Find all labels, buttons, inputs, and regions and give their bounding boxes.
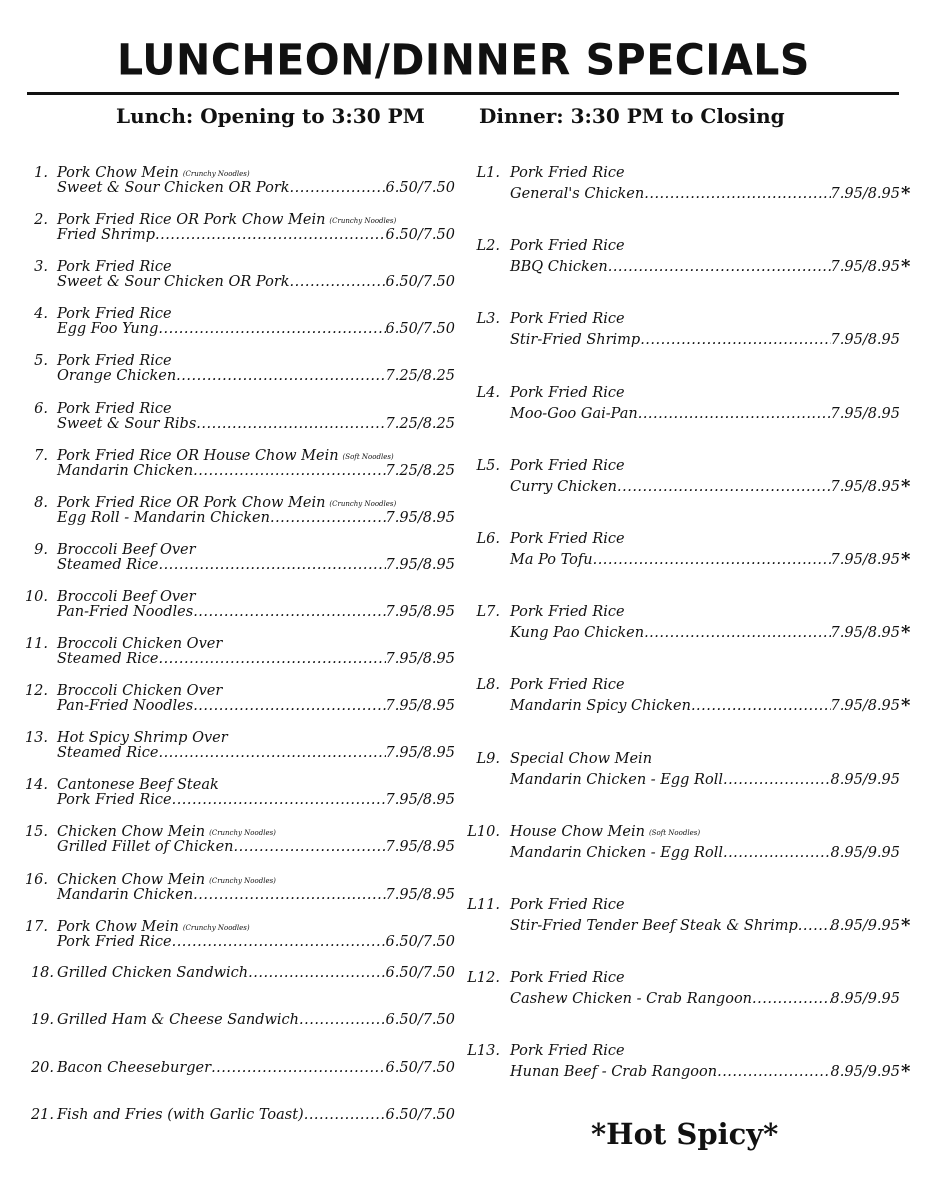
menu-item: [0, 604, 927, 644]
menu-item: [0, 385, 927, 425]
item-number: 9.: [34, 541, 48, 558]
menu-item: [0, 495, 927, 535]
dot-leader: [691, 698, 831, 714]
item-first-line: [510, 385, 625, 401]
item-second-line: [510, 475, 912, 497]
item-number: 1.: [34, 165, 48, 181]
item-entree: Mandarin Chicken: [57, 886, 194, 903]
dot-leader: [638, 406, 831, 422]
item-name: House Chow Mein: [510, 823, 645, 840]
item-entree: General's Chicken: [510, 186, 645, 202]
menu-item: [0, 1107, 927, 1127]
item-number: L4.: [476, 384, 500, 401]
item-entree: Grilled Fillet of Chicken: [57, 839, 234, 856]
item-first-line: [510, 677, 625, 693]
menu-item: [0, 824, 927, 864]
dot-leader: [172, 792, 386, 808]
menu-item: [0, 531, 927, 571]
item-number: L7.: [476, 604, 500, 621]
item-price: 7.95/8.95: [385, 839, 455, 856]
item-number: 16.: [24, 871, 48, 888]
hot-spicy-star-icon: [901, 332, 912, 348]
item-name: Pork Fried Rice: [510, 897, 625, 913]
item-number: L5.: [476, 457, 500, 474]
item-number: L3.: [476, 311, 500, 328]
item-price: 7.95/8.95: [830, 186, 900, 202]
item-price: 7.95/8.95: [830, 478, 900, 495]
item-price: 8.95/9.95: [830, 1064, 900, 1081]
item-note: (Crunchy Noodles): [209, 876, 276, 885]
page-title: LUNCHEON/DINNER SPECIALS: [117, 34, 810, 86]
item-price: 7.95/8.95: [385, 698, 455, 715]
item-name: Broccoli Chicken Over: [57, 636, 223, 652]
hot-spicy-star-icon: *: [901, 695, 911, 717]
item-entree: Egg Foo Yung: [57, 321, 159, 338]
item-number: 8.: [34, 494, 48, 511]
item-first-line: [510, 604, 625, 620]
hot-spicy-star-icon: *: [901, 622, 911, 644]
hot-spicy-star-icon: [901, 406, 912, 422]
item-price: 6.50/7.50: [385, 1012, 455, 1029]
item-price: 7.25/8.25: [385, 368, 455, 385]
item-number: 19.: [30, 1012, 54, 1029]
item-price: 7.95/8.95: [830, 259, 900, 276]
item-number: L2.: [476, 238, 500, 255]
item-price: 6.50/7.50: [385, 180, 455, 196]
item-entree: Cashew Chicken - Crab Rangoon: [510, 991, 753, 1008]
item-entree: Pork Fried Rice: [57, 933, 172, 950]
item-entree: Orange Chicken: [57, 368, 177, 385]
item-second-line: [57, 651, 455, 667]
hot-spicy-star-icon: *: [901, 549, 911, 570]
item-number: 4.: [34, 306, 48, 323]
item-price: 7.95/8.95: [830, 552, 900, 568]
menu-item: [0, 311, 927, 351]
item-name: Chicken Chow Mein: [57, 824, 206, 841]
dot-leader: [158, 651, 385, 667]
item-name: Pork Fried Rice: [510, 311, 625, 328]
dot-leader: [608, 259, 831, 275]
item-entree: Egg Roll - Mandarin Chicken: [57, 509, 270, 526]
item-number: L1.: [476, 165, 500, 181]
item-name: Pork Fried Rice: [57, 259, 172, 276]
item-number: 2.: [34, 212, 48, 229]
item-entree: Stir-Fried Tender Beef Steak & Shrimp: [510, 918, 798, 934]
item-name: Pork Fried Rice OR Pork Chow Mein: [57, 212, 326, 229]
item-name: Grilled Ham & Cheese Sandwich: [57, 1012, 299, 1029]
item-note: (Crunchy Noodles): [182, 170, 250, 178]
item-price: 8.95/9.95: [830, 918, 900, 934]
menu-item: [0, 165, 927, 205]
item-note: (Soft Noodles): [342, 452, 394, 461]
item-number: L9.: [476, 750, 500, 767]
item-first-line: [510, 751, 652, 767]
item-number: 15.: [24, 824, 48, 841]
item-name: Broccoli Beef Over: [57, 588, 196, 605]
item-number: 17.: [24, 918, 48, 935]
item-second-line: [510, 695, 912, 717]
item-number: L13.: [467, 1043, 500, 1060]
item-price: 6.50/7.50: [385, 965, 455, 981]
hot-spicy-star-icon: [901, 991, 912, 1007]
item-price: 7.95/8.95: [830, 405, 900, 422]
item-entree: Sweet & Sour Chicken OR Pork: [57, 274, 290, 291]
item-first-line: [510, 897, 625, 913]
dot-leader: [593, 552, 831, 568]
item-price: 7.95/8.95: [385, 509, 455, 526]
item-second-line: [57, 510, 455, 526]
item-entree: Ma Po Tofu: [510, 552, 593, 568]
item-first-line: [510, 1043, 625, 1059]
item-name: Bacon Cheeseburger: [57, 1059, 212, 1076]
item-line: [57, 1107, 455, 1123]
item-price: 7.95/8.95: [385, 651, 455, 667]
hot-spicy-legend: *Hot Spicy*: [591, 1117, 779, 1151]
dot-leader: [270, 510, 386, 526]
item-name: Pork Fried Rice: [510, 970, 625, 987]
item-entree: Kung Pao Chicken: [510, 625, 645, 642]
menu-item: [0, 1012, 927, 1032]
item-price: 7.95/8.95: [385, 792, 455, 809]
dinner-hours: Dinner: 3:30 PM to Closing: [479, 104, 785, 128]
item-second-line: [510, 332, 912, 348]
item-note: (Crunchy Noodles): [182, 923, 250, 932]
menu-item: [0, 897, 927, 937]
dot-leader: [717, 1064, 830, 1080]
item-name: Pork Fried Rice: [510, 457, 625, 474]
item-entree: Mandarin Chicken - Egg Roll: [510, 771, 723, 788]
item-second-line: [510, 256, 912, 278]
item-name: Grilled Chicken Sandwich: [57, 965, 249, 981]
item-first-line: [510, 458, 625, 474]
item-price: 6.50/7.50: [385, 321, 455, 338]
item-name: Broccoli Beef Over: [57, 541, 196, 558]
item-price: 7.95/8.95: [830, 625, 900, 642]
item-number: L11.: [467, 897, 500, 913]
hot-spicy-star-icon: [901, 772, 912, 788]
item-name: Fish and Fries (with Garlic Toast): [57, 1106, 304, 1123]
item-price: 6.50/7.50: [385, 274, 455, 291]
item-entree: Curry Chicken: [510, 478, 617, 495]
menu-item: [0, 677, 927, 717]
item-price: 8.95/9.95: [830, 844, 900, 861]
item-first-line: [510, 824, 700, 841]
dot-leader: [723, 845, 831, 861]
item-note: (Soft Noodles): [648, 828, 701, 837]
item-price: 7.95/8.95: [385, 603, 455, 620]
item-first-line: [510, 165, 625, 181]
item-entree: Mandarin Spicy Chicken: [510, 698, 691, 715]
item-price: 6.50/7.50: [385, 1106, 455, 1123]
item-second-line: [510, 1061, 912, 1083]
item-number: 10.: [24, 588, 48, 605]
item-second-line: [510, 622, 912, 644]
item-name: Hot Spicy Shrimp Over: [57, 730, 228, 747]
item-number: 3.: [34, 259, 48, 276]
item-first-line: [510, 531, 625, 547]
item-name: Pork Fried Rice OR House Chow Mein: [57, 447, 339, 464]
item-name: Pork Fried Rice: [510, 604, 625, 621]
item-entree: Sweet & Sour Ribs: [57, 415, 197, 432]
hot-spicy-star-icon: *: [901, 1061, 911, 1083]
item-number: 21.: [30, 1106, 54, 1123]
item-price: 6.50/7.50: [385, 1059, 455, 1076]
item-name: Pork Fried Rice: [510, 238, 625, 255]
item-name: Pork Fried Rice: [57, 306, 172, 323]
item-first-line: [510, 970, 625, 986]
hot-spicy-star-icon: *: [901, 256, 911, 278]
dot-leader: [617, 479, 831, 495]
item-second-line: [510, 549, 912, 570]
item-number: L6.: [476, 531, 500, 547]
menu-item: [0, 1043, 927, 1083]
item-entree: Mandarin Chicken - Egg Roll: [510, 844, 723, 861]
item-number: 5.: [34, 353, 48, 370]
item-name: Pork Fried Rice: [510, 1043, 625, 1060]
dot-leader: [644, 186, 830, 202]
item-note: (Crunchy Noodles): [329, 499, 397, 508]
item-name: Pork Fried Rice: [510, 384, 625, 401]
item-name: Broccoli Chicken Over: [57, 683, 223, 700]
item-number: 18.: [30, 965, 54, 981]
item-second-line: [510, 915, 912, 936]
item-note: (Crunchy Noodles): [329, 217, 397, 226]
item-entree: Pan-Fried Noodles: [57, 603, 194, 620]
item-entree: Stir-Fried Shrimp: [510, 332, 641, 349]
item-entree: Pan-Fried Noodles: [57, 698, 194, 715]
item-second-line: [510, 772, 912, 788]
menu-item: [0, 750, 927, 794]
lunch-hours: Lunch: Opening to 3:30 PM: [116, 104, 425, 128]
item-first-line: [57, 353, 172, 369]
item-price: 6.50/7.50: [385, 933, 455, 950]
item-price: 8.95/9.95: [830, 991, 900, 1008]
dot-leader: [798, 918, 831, 934]
item-entree: Steamed Rice: [57, 556, 159, 573]
item-price: 7.95/8.95: [385, 556, 455, 573]
item-second-line: [510, 183, 912, 204]
hot-spicy-star-icon: [901, 845, 912, 861]
item-number: 7.: [34, 447, 48, 464]
menu-item: [0, 458, 927, 498]
menu-item: [0, 970, 927, 1010]
item-entree: Pork Fried Rice: [57, 792, 172, 809]
item-number: L8.: [476, 677, 500, 694]
item-second-line: [510, 845, 912, 861]
item-second-line: [510, 406, 912, 422]
item-first-line: [510, 311, 625, 327]
item-second-line: [510, 991, 912, 1007]
item-number: 20.: [30, 1059, 54, 1076]
item-price: 7.25/8.25: [385, 462, 455, 479]
item-first-line: [57, 589, 196, 605]
item-number: L10.: [467, 823, 500, 840]
dot-leader: [752, 991, 831, 1007]
item-first-line: [57, 730, 228, 746]
item-number: 12.: [24, 683, 48, 700]
title-divider: [27, 92, 899, 95]
item-entree: Fried Shrimp: [57, 227, 155, 244]
item-entree: Hunan Beef - Crab Rangoon: [510, 1064, 718, 1081]
dot-leader: [304, 1107, 386, 1123]
item-name: Special Chow Mein: [510, 750, 653, 767]
hot-spicy-star-icon: *: [901, 475, 911, 497]
item-entree: Sweet & Sour Chicken OR Pork: [57, 180, 290, 196]
item-price: 7.95/8.95: [385, 886, 455, 903]
item-entree: BBQ Chicken: [510, 259, 608, 276]
item-name: Cantonese Beef Steak: [57, 777, 219, 794]
item-name: Pork Fried Rice: [510, 677, 625, 694]
item-price: 7.95/8.95: [385, 745, 455, 762]
item-price: 8.95/9.95: [830, 771, 900, 788]
item-entree: Moo-Goo Gai-Pan: [510, 405, 638, 422]
item-entree: Steamed Rice: [57, 651, 159, 667]
hot-spicy-star-icon: *: [901, 183, 911, 204]
item-name: Pork Chow Mein: [57, 165, 179, 181]
item-note: (Crunchy Noodles): [209, 829, 276, 838]
menu-item: [0, 238, 927, 278]
item-number: L12.: [467, 970, 500, 987]
item-price: 7.95/8.95: [830, 332, 900, 349]
item-name: Pork Fried Rice: [57, 400, 172, 417]
item-second-line: [57, 792, 455, 808]
dot-leader: [723, 772, 831, 788]
dot-leader: [176, 368, 385, 384]
item-entree: Steamed Rice: [57, 745, 159, 762]
item-line: [57, 1012, 455, 1028]
item-first-line: [510, 238, 625, 254]
item-price: 6.50/7.50: [385, 227, 455, 244]
item-number: 14.: [24, 777, 48, 794]
item-name: Pork Fried Rice: [510, 531, 625, 547]
dot-leader: [640, 332, 830, 348]
item-second-line: [57, 368, 455, 384]
item-number: 11.: [24, 636, 48, 652]
dot-leader: [644, 625, 830, 641]
item-number: 6.: [34, 400, 48, 417]
hot-spicy-star-icon: *: [901, 915, 911, 936]
item-price: 7.25/8.25: [385, 415, 455, 432]
item-name: Chicken Chow Mein: [57, 871, 206, 888]
item-number: 13.: [24, 730, 48, 747]
item-name: Pork Fried Rice: [510, 165, 625, 181]
item-price: 7.95/8.95: [830, 698, 900, 715]
item-entree: Mandarin Chicken: [57, 462, 194, 479]
dot-leader: [299, 1012, 386, 1028]
item-name: Pork Fried Rice: [57, 353, 172, 370]
item-name: Pork Fried Rice OR Pork Chow Mein: [57, 494, 326, 511]
item-name: Pork Chow Mein: [57, 918, 179, 935]
